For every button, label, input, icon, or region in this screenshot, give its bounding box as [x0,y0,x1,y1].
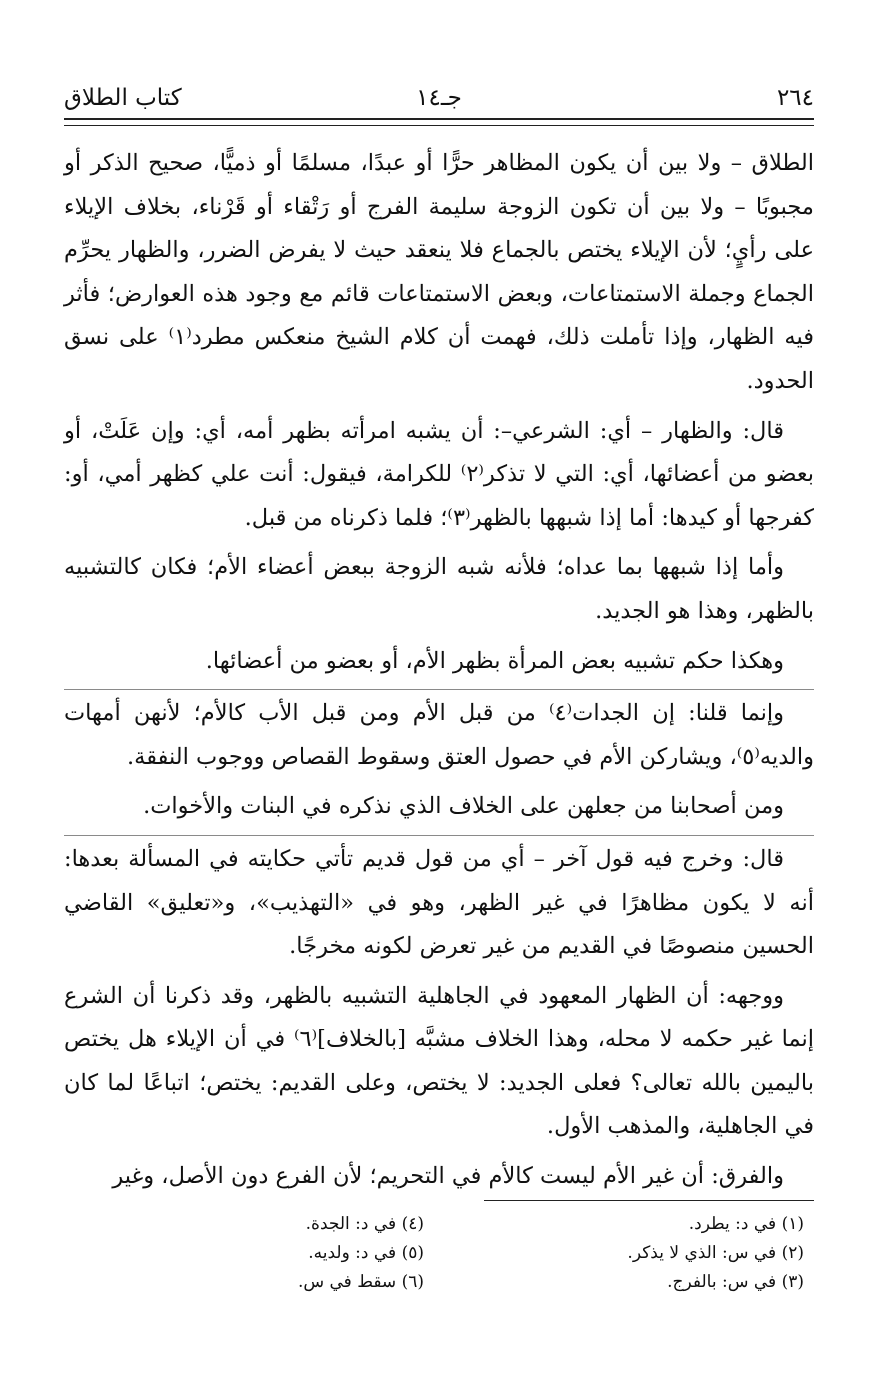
volume-label: جـ١٤ [416,85,462,111]
book-title: كتاب الطلاق [64,85,182,111]
footnote-separator [484,1200,814,1201]
main-text [64,142,814,1205]
footnote-item: (٢) في س: الذي لا يذكر. [627,1243,804,1263]
footnote-column-right [514,1210,804,1297]
footnote-item: (٣) في س: بالفرج. [667,1272,804,1292]
footnote-column-left [134,1210,424,1297]
running-header [64,80,814,116]
paragraph: قال: والظهار – أي: الشرعي–: أن يشبه امرأته بظهر أمه، أي: وإن عَلَتْ، أو بعضو من أعضائها، أي: التي لا تذكر⁽٢⁾ للكرامة، فيقول: أنت علي كظهر أمي، أو: كفرجها أو كيدها: أما إذا شبهها بالظهر⁽٣⁾؛ فلما ذكرناه من قبل. [64,417,814,531]
paragraph: ومن أصحابنا من جعلهن على الخلاف الذي نذكره في البنات والأخوات. [143,793,784,820]
footnote-item: (٤) في د: الجدة. [305,1214,424,1234]
paragraph: الطلاق – ولا بين أن يكون المظاهر حرًّا أو عبدًا، مسلمًا أو ذميًّا، صحيح الذكر أو مجبوبًا – ولا بين أن تكون الزوجة سليمة الفرج أو رَتْقاء أو قَرْناء، بخلاف الإيلاء على رأيٍ؛ لأن الإيلاء يختص بالجماع فلا ينعقد حيث لا يفرض الضرر، والظهار يحرِّم الجماع وجملة الاستمتاعات، وبعض الاستمتاعات قائم مع وجود هذه العوارض؛ فأثر فيه الظهار، وإذا تأملت ذلك، فهمت أن كلام الشيخ منعكس مطرد⁽١⁾ على نسق الحدود. [64,150,814,394]
footnote-item: (٦) سقط في س. [297,1272,424,1292]
paragraph: ووجهه: أن الظهار المعهود في الجاهلية التشبيه بالظهر، وقد ذكرنا أن الشرع إنما غير حكمه لا محله، وهذا الخلاف مشبَّه [بالخلاف]⁽٦⁾ في أن الإيلاء هل يختص باليمين بالله تعالى؟ فعلى الجديد: لا يختص، وعلى القديم: يختص؛ اتباعًا لما كان في الجاهلية، والمذهب الأول. [64,982,814,1140]
paragraph: وإنما قلنا: إن الجدات⁽٤⁾ من قبل الأم ومن قبل الأب كالأم؛ لأنهن أمهات والديه⁽٥⁾، ويشاركن الأم في حصول العتق وسقوط القصاص ووجوب النفقة. [64,689,814,779]
footnote-item: (١) في د: يطرد. [688,1214,804,1234]
footnotes [64,1210,814,1310]
paragraph: وأما إذا شبهها بما عداه؛ فلأنه شبه الزوجة ببعض أعضاء الأم؛ فكان كالتشبيه بالظهر، وهذا هو الجديد. [64,554,814,624]
book-page [64,0,814,1375]
paragraph: قال: وخرج فيه قول آخر – أي من قول قديم تأتي حكايته في المسألة بعدها: أنه لا يكون مظاهرًا في غير الظهر، وهو في «التهذيب»، و«تعليق» القاضي الحسين منصوصًا في القديم من غير تعرض لكونه مخرجًا. [64,835,814,969]
header-rule [64,118,814,126]
page-number: ٢٦٤ [776,85,814,111]
footnote-item: (٥) في د: ولديه. [308,1243,424,1263]
paragraph: وهكذا حكم تشبيه بعض المرأة بظهر الأم، أو بعضو من أعضائها. [205,647,784,674]
paragraph: والفرق: أن غير الأم ليست كالأم في التحريم؛ لأن الفرع دون الأصل، وغير [112,1163,784,1190]
